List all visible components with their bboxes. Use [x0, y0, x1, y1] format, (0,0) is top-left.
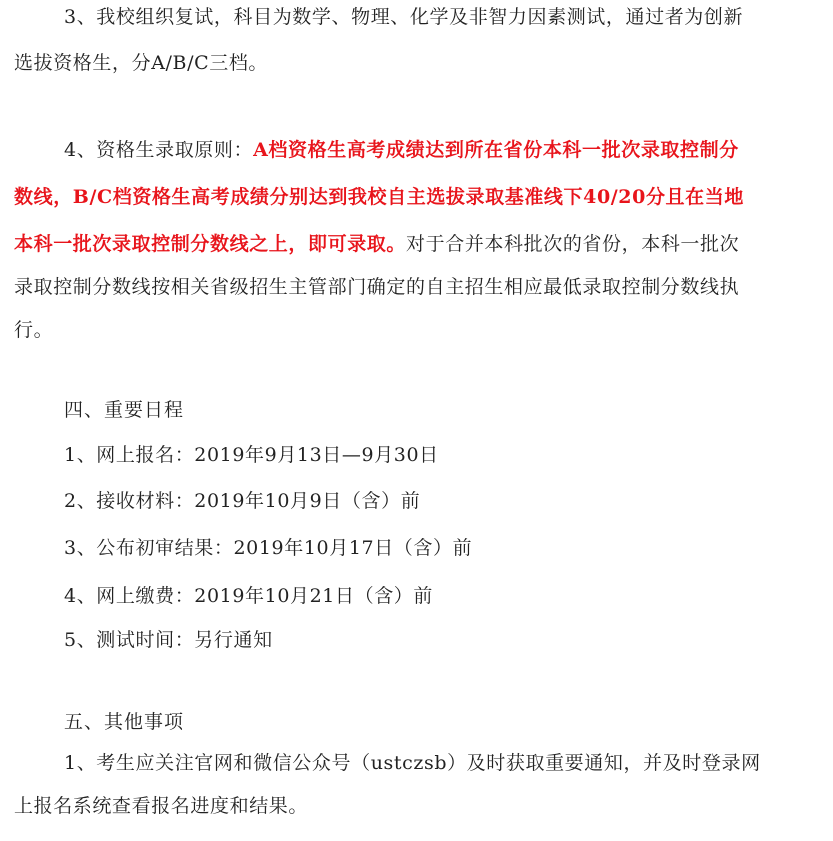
other-item-1-line-2: 上报名系统查看报名进度和结果。: [14, 795, 309, 817]
other-heading: 五、其他事项: [64, 711, 185, 733]
paragraph-item-4-line-1: [64, 137, 739, 163]
paragraph-item-3-line-1: 3、我校组织复试，科目为数学、物理、化学及非智力因素测试，通过者为创新: [64, 6, 744, 28]
item-4-highlight-3: 本科一批次录取控制分数线之上，即可录取。: [14, 233, 407, 255]
item-4-prefix: 4、资格生录取原则：: [64, 139, 254, 161]
schedule-item-2: 2、接收材料：2019年10月9日（含）前: [64, 490, 421, 512]
item-4-highlight-1: A档资格生高考成绩达到所在省份本科一批次录取控制分: [253, 139, 739, 161]
paragraph-item-4-line-4: 录取控制分数线按相关省级招生主管部门确定的自主招生相应最低录取控制分数线执: [14, 276, 740, 298]
schedule-item-3: 3、公布初审结果：2019年10月17日（含）前: [64, 537, 473, 559]
paragraph-item-4-line-5: 行。: [14, 319, 54, 341]
paragraph-item-4-line-3: [14, 231, 739, 257]
schedule-item-5: 5、测试时间：另行通知: [64, 629, 273, 651]
paragraph-item-4-line-2: 数线，B/C档资格生高考成绩分别达到我校自主选拔录取基准线下40/20分且在当地: [14, 186, 744, 208]
schedule-heading: 四、重要日程: [64, 399, 185, 421]
paragraph-item-3-line-2: 选拔资格生，分A/B/C三档。: [14, 52, 269, 74]
other-item-1-line-1: 1、考生应关注官网和微信公众号（ustczsb）及时获取重要通知，并及时登录网: [64, 752, 761, 774]
schedule-item-1: 1、网上报名：2019年9月13日—9月30日: [64, 444, 439, 466]
schedule-item-4: 4、网上缴费：2019年10月21日（含）前: [64, 585, 433, 607]
item-4-normal-3: 对于合并本科批次的省份，本科一批次: [406, 233, 740, 255]
